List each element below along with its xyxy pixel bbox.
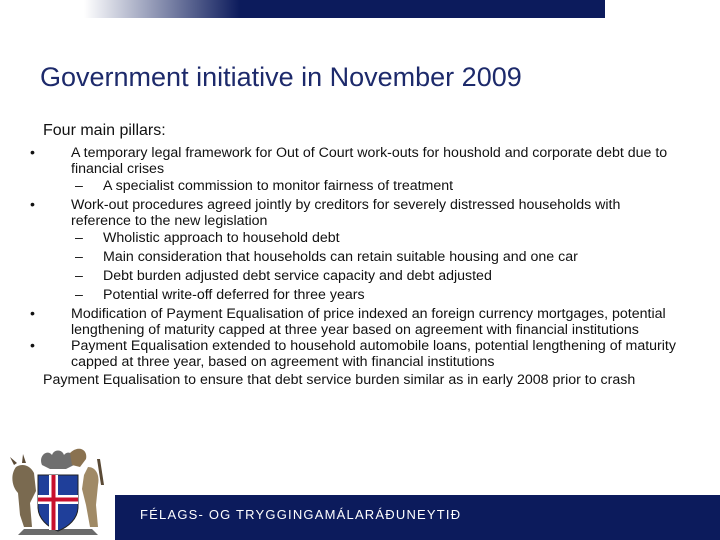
dash-marker: – [75,249,83,265]
sub-list-item [43,178,683,194]
bullet-text: Payment Equalisation extended to household automobile loans, potential lengthening of maturity capped at three year, based on agreement with financial institutions [71,338,676,370]
sub-item-text: A specialist commission to monitor fairness of treatment [103,178,454,194]
top-bar-fade [0,0,240,18]
sub-item-text: Debt burden adjusted debt service capacity and debt adjusted [103,268,492,284]
list-item [30,338,683,370]
slide-title: Government initiative in November 2009 [40,62,522,92]
bullet-marker: • [30,145,35,161]
dash-marker: – [75,287,83,303]
pillar-3 [30,306,683,338]
pillars-lead: Four main pillars: [43,122,166,139]
sub-list-item [43,249,683,265]
sub-item-text: Wholistic approach to household debt [103,230,340,246]
sub-list-item [43,287,683,303]
bullet-marker: • [30,306,35,322]
sub-list-item [43,268,683,284]
bullet-marker: • [30,338,35,354]
icelandic-coat-of-arms-icon [8,445,108,540]
slide-body [30,122,683,388]
list-item [30,145,683,177]
dash-marker: – [75,268,83,284]
sub-item-text: Main consideration that households can retain suitable housing and one car [103,249,578,265]
pillar-1 [30,145,683,194]
pillar-4 [30,338,683,370]
bullet-marker: • [30,197,35,213]
dash-marker: – [75,178,83,194]
footer-bar [115,495,720,540]
closing-statement: Payment Equalisation to ensure that debt service burden similar as in early 2008 prior to crash [43,372,636,388]
bullet-text: Work-out procedures agreed jointly by creditors for severely distressed households with reference to the new legislation [71,197,621,229]
bullet-text: Modification of Payment Equalisation of price indexed an foreign currency mortgages, potential lengthening of maturity capped at three year based on agreement with financial institutions [71,306,666,338]
dash-marker: – [75,230,83,246]
sub-list-item [43,230,683,246]
list-item [30,197,683,229]
pillar-2 [30,197,683,303]
sub-item-text: Potential write-off deferred for three years [103,287,365,303]
ministry-name: FÉLAGS- OG TRYGGINGAMÁLARÁÐUNEYTIÐ [140,507,462,522]
list-item [30,306,683,338]
bullet-text: A temporary legal framework for Out of Court work-outs for houshold and corporate debt due to financial crises [71,145,668,177]
